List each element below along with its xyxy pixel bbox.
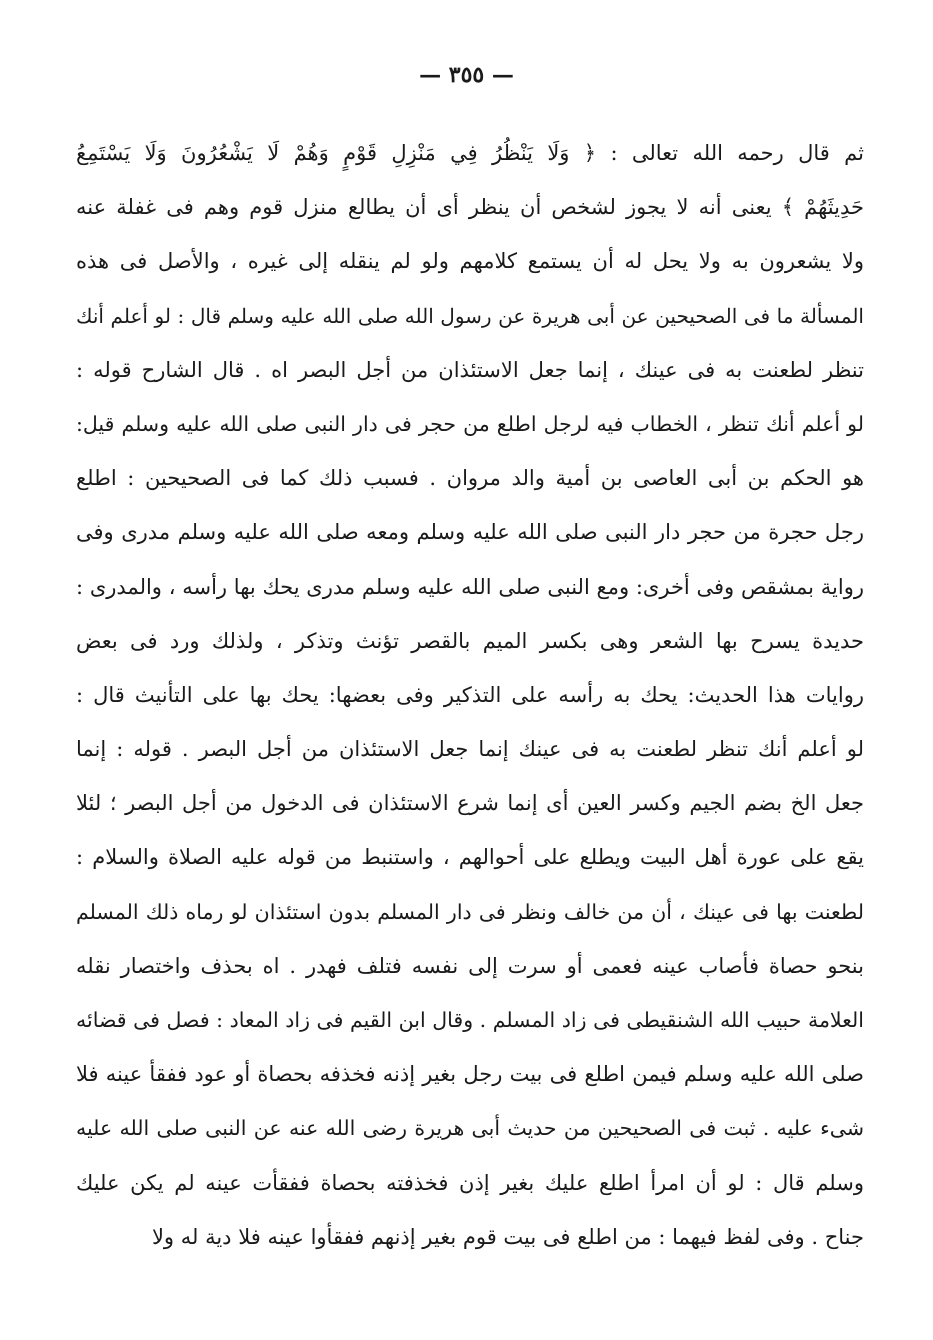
text-line: حَدِيثَهُمْ ﴾ يعنى أنه لا يجوز لشخص أن ينظر أى أن يطالع منزل قوم وهم فى غفلة عنه [76, 195, 864, 220]
text-line: لو أعلم أنك تنظر لطعنت به فى عينك إنما جعل الاستئذان من أجل البصر . قوله : إنما [76, 737, 864, 762]
text-line: العلامة حبيب الله الشنقيطى فى زاد المسلم . وقال ابن القيم فى زاد المعاد : فصل فى قضائه [76, 1008, 864, 1032]
text-line: لو أعلم أنك تنظر ، الخطاب فيه لرجل اطلع من حجر فى دار النبى صلى الله عليه وسلم قيل: [76, 411, 864, 436]
text-line: لطعنت بها فى عينك ، أن من خالف ونظر فى دار المسلم بدون استئذان لو رماه ذلك المسلم [76, 899, 864, 924]
text-line: روايات هذا الحديث: يحك به رأسه على التذكير وفى بعضها: يحك بها على التأنيث قال : [76, 682, 864, 707]
text-line: رجل حجرة من حجر دار النبى صلى الله عليه وسلم ومعه صلى الله عليه وسلم مدرى وفى [76, 520, 864, 545]
text-line: حديدة يسرح بها الشعر وهى بكسر الميم بالقصر تؤنث وتذكر ، ولذلك ورد فى بعض [76, 628, 864, 653]
text-line: صلى الله عليه وسلم فيمن اطلع فى بيت رجل بغير إذنه فخذفه بحصاة أو عود ففقأ عينه فلا [76, 1062, 864, 1087]
text-line: تنظر لطعنت به فى عينك ، إنما جعل الاستئذان من أجل البصر اه . قال الشارح قوله : [76, 357, 864, 382]
text-line: رواية بمشقص وفى أخرى: ومع النبى صلى الله عليه وسلم مدرى يحك بها رأسه ، والمدرى : [76, 574, 864, 599]
body-text [76, 126, 864, 1264]
text-line: جعل الخ بضم الجيم وكسر العين أى إنما شرع الاستئذان فى الدخول من أجل البصر ؛ لئلا [76, 791, 864, 816]
text-line: يقع على عورة أهل البيت ويطلع على أحوالهم ، واستنبط من قوله عليه الصلاة والسلام : [76, 845, 864, 870]
text-line: ولا يشعرون به ولا يحل له أن يستمع كلامهم ولو لم ينقله إلى غيره ، والأصل فى هذه [76, 249, 864, 274]
page-number: — ٣٥٥ — [419, 62, 514, 88]
text-line: وسلم قال : لو أن امرأ اطلع عليك بغير إذن فخذفته بحصاة ففقأت عينه لم يكن عليك [76, 1170, 864, 1195]
text-line: بنحو حصاة فأصاب عينه فعمى أو سرت إلى نفسه فتلف فهدر . اه بحذف واختصار نقله [76, 953, 864, 978]
text-line: هو الحكم بن أبى العاصى بن أمية والد مروان . فسبب ذلك كما فى الصحيحين : اطلع [76, 466, 864, 491]
text-line: جناح . وفى لفظ فيهما : من اطلع فى بيت قوم بغير إذنهم ففقأوا عينه فلا دية له ولا [151, 1224, 864, 1249]
text-line: شىء عليه . ثبت فى الصحيحين من حديث أبى هريرة رضى الله عنه عن النبى صلى الله عليه [76, 1116, 864, 1141]
text-line: ثم قال رحمه الله تعالى : ﴿ وَلَا يَنْظُرُ فِي مَنْزِلِ قَوْمٍ وَهُمْ لَا يَشْعُرُونَ وَلَا يَسْتَمِعُ [76, 141, 864, 165]
text-line: المسألة ما فى الصحيحين عن أبى هريرة عن رسول الله صلى الله عليه وسلم قال : لو أعلم أنك [76, 303, 864, 328]
